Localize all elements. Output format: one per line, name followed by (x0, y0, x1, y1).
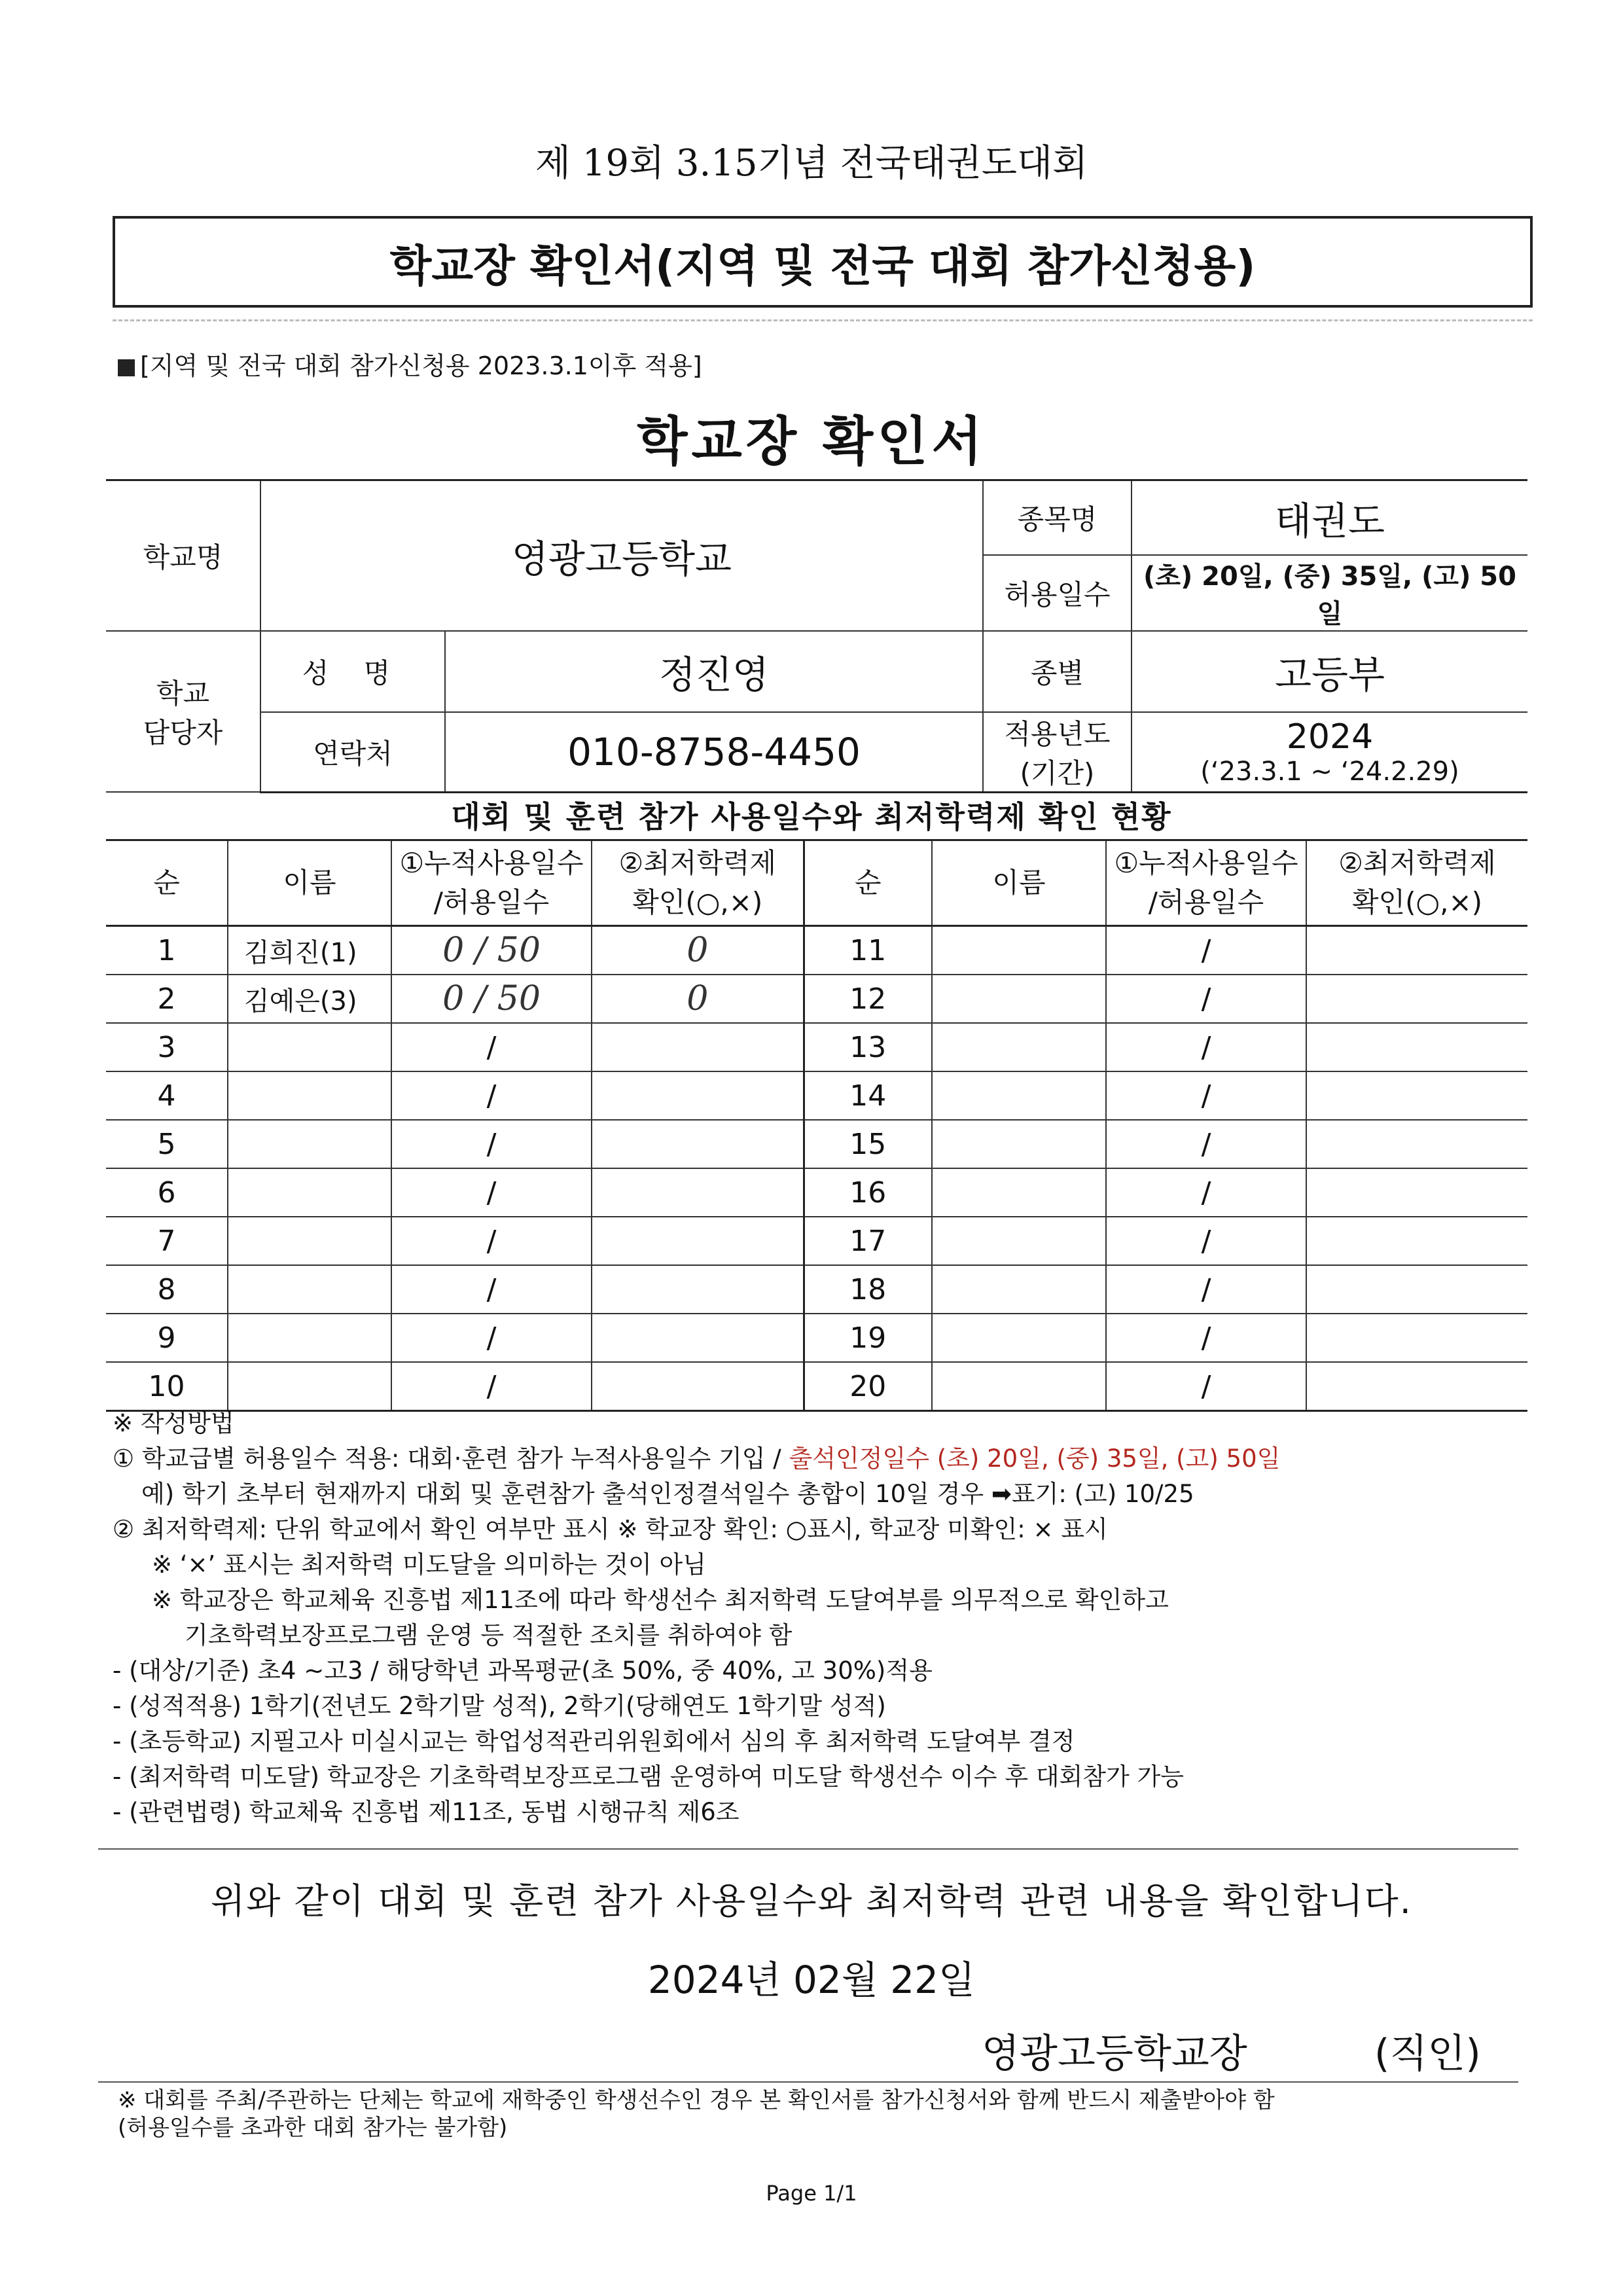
divider (98, 2081, 1518, 2083)
year-number: 2024 (1286, 717, 1374, 757)
row-name (932, 1362, 1106, 1411)
row-days: / (1106, 1071, 1306, 1120)
row-days: / (1106, 1314, 1306, 1362)
row-no: 1 (106, 926, 228, 975)
row-name: 김희진(1) (228, 926, 391, 975)
row-name (932, 926, 1106, 975)
note-2a: ※ ‘×’ 표시는 최저학력 미도달을 의미하는 것이 아님 (152, 1551, 706, 1579)
detail-1: - (대상/기준) 초4 ~고3 / 해당학년 과목평균(초 50%, 중 40%, 고 30%)적용 (113, 1657, 933, 1685)
row-no: 13 (804, 1023, 932, 1071)
header-no: 순 (106, 840, 228, 926)
athlete-roster-table (106, 839, 1527, 1412)
year-label-line-1: 적용년도 (1004, 717, 1111, 750)
name-label: 성 명 (260, 631, 445, 712)
row-days: / (391, 1023, 592, 1071)
divider (113, 319, 1533, 321)
scope-note-text: [지역 및 전국 대회 참가신청용 2023.3.1이후 적용] (140, 351, 702, 380)
note-2: ② 최저학력제: 단위 학교에서 확인 여부만 표시 ※ 학교장 확인: ○표시, 학교장 미확인: × 표시 (113, 1515, 1108, 1543)
allowed-days-value: (초) 20일, (중) 35일, (고) 50일 (1132, 555, 1527, 631)
school-label: 학교명 (106, 480, 260, 631)
year-value (1132, 712, 1527, 793)
table-row (106, 926, 1527, 975)
note-1-text: ① 학교급별 허용일수 적용: 대회·훈련 참가 누적사용일수 기입 / (113, 1444, 789, 1473)
header-name-right: 이름 (932, 840, 1106, 926)
section-title: 대회 및 훈련 참가 사용일수와 최저학력제 확인 현황 (451, 799, 1172, 834)
note-1-highlight: 출석인정일수 (초) 20일, (중) 35일, (고) 50일 (789, 1444, 1281, 1473)
note-1-example: 예) 학기 초부터 현재까지 대회 및 훈련참가 출석인정결석일수 총합이 10일 경우 ➡표기: (고) 10/25 (141, 1480, 1194, 1508)
row-check-handwriting: 0 (687, 931, 709, 970)
table-row (106, 1023, 1527, 1071)
row-days: / (391, 1168, 592, 1217)
table-row (106, 1120, 1527, 1168)
division-value: 고등부 (1132, 631, 1527, 712)
manager-label-line-2: 담당자 (143, 716, 223, 749)
row-check (1306, 975, 1527, 1023)
table-row (106, 1314, 1527, 1362)
row-check (1306, 926, 1527, 975)
row-days: / (391, 1217, 592, 1265)
table-row (106, 1217, 1527, 1265)
note-2b: ※ 학교장은 학교체육 진흥법 제11조에 따라 학생선수 최저학력 도달여부를 의무적으로 확인하고 (152, 1586, 1169, 1614)
row-days: / (1106, 1217, 1306, 1265)
row-days: / (391, 1362, 592, 1411)
row-check (592, 1265, 804, 1314)
header-check (592, 840, 804, 926)
school-info-table (106, 479, 1527, 793)
row-name (932, 1023, 1106, 1071)
row-name (932, 1168, 1106, 1217)
header-days-right-line-2: /허용일수 (1148, 886, 1264, 918)
row-check (592, 1217, 804, 1265)
header-check-right (1306, 840, 1527, 926)
row-check-handwriting: 0 (687, 979, 709, 1018)
row-check (592, 1023, 804, 1071)
row-days-handwriting: 0 / 50 (442, 979, 541, 1018)
row-name (228, 1217, 391, 1265)
row-no: 14 (804, 1071, 932, 1120)
header-days-right-line-1: ①누적사용일수 (1114, 847, 1298, 879)
row-no: 18 (804, 1265, 932, 1314)
roster-header (106, 840, 1527, 926)
year-label-line-2: (기간) (1020, 757, 1095, 789)
year-label (983, 712, 1132, 793)
table-row (106, 1071, 1527, 1120)
row-no: 10 (106, 1362, 228, 1411)
row-name: 김예은(3) (228, 975, 391, 1023)
row-days: / (1106, 926, 1306, 975)
row-name (932, 975, 1106, 1023)
year-period: (‘23.3.1 ~ ‘24.2.29) (1200, 756, 1459, 787)
footnote-line-1: ※ 대회를 주최/주관하는 단체는 학교에 재학중인 학생선수인 경우 본 확인서를 참가신청서와 함께 반드시 제출받아야 함 (118, 2087, 1275, 2113)
scope-note (118, 346, 702, 382)
table-row (106, 1265, 1527, 1314)
row-no: 9 (106, 1314, 228, 1362)
row-no: 3 (106, 1023, 228, 1071)
header-check-line-1: ②최저학력제 (618, 847, 776, 879)
row-days: / (1106, 1362, 1306, 1411)
row-no: 6 (106, 1168, 228, 1217)
note-2c: 기초학력보장프로그램 운영 등 적절한 조치를 취하여야 함 (185, 1621, 793, 1649)
principal-signature: 영광고등학교장 (982, 2031, 1247, 2077)
header-no-right: 순 (804, 840, 932, 926)
row-days: / (1106, 1265, 1306, 1314)
official-seal: (직인) (1374, 2031, 1481, 2077)
row-name (228, 1071, 391, 1120)
row-check (1306, 1071, 1527, 1120)
row-no: 8 (106, 1265, 228, 1314)
header-name: 이름 (228, 840, 391, 926)
table-row (106, 975, 1527, 1023)
row-days: / (391, 1120, 592, 1168)
row-name (932, 1265, 1106, 1314)
contact-value: 010-8758-4450 (445, 712, 983, 793)
header-days (391, 840, 592, 926)
row-no: 7 (106, 1217, 228, 1265)
row-days-handwriting: 0 / 50 (442, 931, 541, 970)
event-title: 제 19회 3.15기념 전국태권도대회 (535, 142, 1088, 185)
row-check (592, 975, 804, 1023)
row-no: 4 (106, 1071, 228, 1120)
row-name (228, 1168, 391, 1217)
detail-2: - (성적적용) 1학기(전년도 2학기말 성적), 2학기(당해연도 1학기말 성적) (113, 1692, 886, 1720)
row-days: / (391, 1314, 592, 1362)
instructions (113, 1406, 1539, 1830)
row-name (228, 1120, 391, 1168)
row-name (932, 1217, 1106, 1265)
footnote (118, 2087, 1525, 2142)
row-no: 16 (804, 1168, 932, 1217)
row-check (1306, 1314, 1527, 1362)
table-row (106, 1362, 1527, 1411)
row-no: 17 (804, 1217, 932, 1265)
row-name (228, 1265, 391, 1314)
allowed-days-label: 허용일수 (983, 555, 1132, 631)
square-bullet-icon (118, 359, 135, 376)
row-check (1306, 1120, 1527, 1168)
row-name (932, 1314, 1106, 1362)
row-days: / (391, 1071, 592, 1120)
sport-value: 태권도 (1132, 480, 1527, 555)
detail-5: - (관련법령) 학교체육 진흥법 제11조, 동법 시행규칙 제6조 (113, 1798, 740, 1826)
row-check (592, 1071, 804, 1120)
row-days: / (1106, 1120, 1306, 1168)
row-check (592, 1314, 804, 1362)
row-check (1306, 1023, 1527, 1071)
row-no: 2 (106, 975, 228, 1023)
row-no: 5 (106, 1120, 228, 1168)
detail-3: - (초등학교) 지필고사 미실시교는 학업성적관리위원회에서 심의 후 최저학력 도달여부 결정 (113, 1727, 1075, 1755)
header-check-right-line-2: 확인(○,×) (1351, 886, 1483, 918)
header-days-line-2: /허용일수 (433, 886, 550, 918)
header-check-right-line-1: ②최저학력제 (1338, 847, 1496, 879)
form-title: 학교장 확인서(지역 및 전국 대회 참가신청용) (113, 216, 1533, 308)
row-days: / (1106, 1168, 1306, 1217)
row-days: / (1106, 1023, 1306, 1071)
row-check (592, 1120, 804, 1168)
row-no: 11 (804, 926, 932, 975)
row-check (592, 1168, 804, 1217)
row-check (592, 1362, 804, 1411)
header-days-right (1106, 840, 1306, 926)
row-check (1306, 1265, 1527, 1314)
header-days-line-1: ①누적사용일수 (399, 847, 584, 879)
notes-heading: ※ 작성방법 (113, 1409, 234, 1437)
row-days: / (1106, 975, 1306, 1023)
row-check (1306, 1362, 1527, 1411)
row-no: 12 (804, 975, 932, 1023)
row-check (1306, 1168, 1527, 1217)
row-days (391, 975, 592, 1023)
issue-date: 2024년 02월 22일 (647, 1958, 976, 2002)
row-no: 20 (804, 1362, 932, 1411)
sport-label: 종목명 (983, 480, 1132, 555)
row-check (1306, 1217, 1527, 1265)
row-name (932, 1120, 1106, 1168)
divider (98, 1848, 1518, 1850)
row-name (228, 1362, 391, 1411)
division-label: 종별 (983, 631, 1132, 712)
confirmation-statement: 위와 같이 대회 및 훈련 참가 사용일수와 최저학력 관련 내용을 확인합니다. (211, 1880, 1412, 1922)
contact-label: 연락처 (260, 712, 445, 793)
row-days: / (391, 1265, 592, 1314)
footnote-line-2: (허용일수를 초과한 대회 참가는 불가함) (118, 2115, 508, 2141)
row-name (228, 1314, 391, 1362)
manager-name: 정진영 (445, 631, 983, 712)
manager-label (106, 631, 260, 793)
header-check-line-2: 확인(○,×) (632, 886, 763, 918)
manager-label-line-1: 학교 (156, 677, 210, 709)
row-check (592, 926, 804, 975)
school-name: 영광고등학교 (260, 480, 983, 631)
note-1 (113, 1441, 1539, 1477)
row-name (932, 1071, 1106, 1120)
row-no: 15 (804, 1120, 932, 1168)
page-number: Page 1/1 (766, 2181, 857, 2206)
detail-4: - (최저학력 미도달) 학교장은 기초학력보장프로그램 운영하여 미도달 학생선수 이수 후 대회참가 가능 (113, 1763, 1185, 1791)
row-days (391, 926, 592, 975)
document-title: 학교장 확인서 (637, 411, 986, 472)
row-no: 19 (804, 1314, 932, 1362)
table-row (106, 1168, 1527, 1217)
row-name (228, 1023, 391, 1071)
